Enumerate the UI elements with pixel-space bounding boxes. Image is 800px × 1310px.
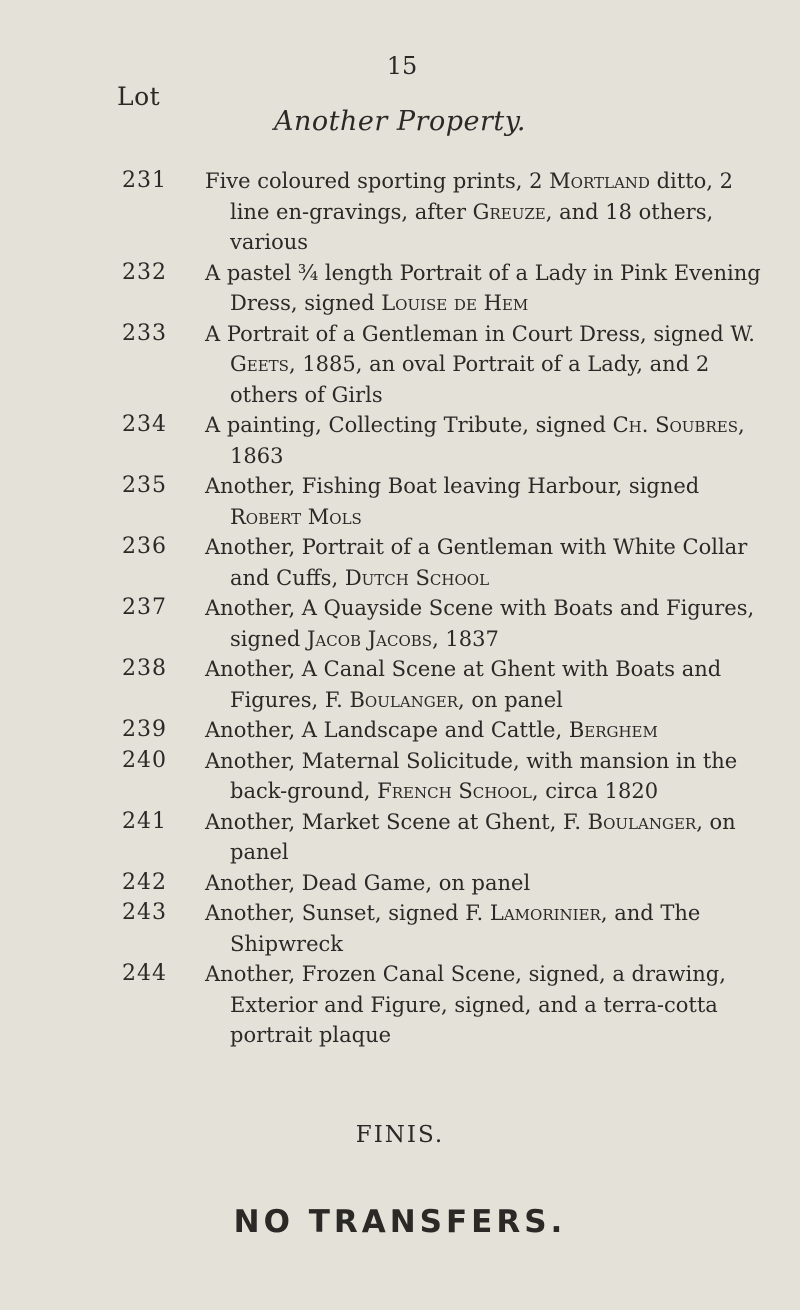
lot-number: 238 xyxy=(122,656,167,681)
lot-text: Another, Portrait of a Gentleman with White Collar and Cuffs, xyxy=(205,535,748,590)
lot-entry xyxy=(0,410,800,471)
lot-text: Another, Frozen Canal Scene, signed, a drawing, Exterior and Figure, signed, and a terra-cotta portrait plaque xyxy=(205,962,726,1047)
lot-number: 239 xyxy=(122,717,167,742)
lot-artist: Boulanger xyxy=(587,809,697,834)
lot-number: 235 xyxy=(122,473,167,498)
lot-artist: Ch. Soubres xyxy=(612,413,738,437)
lot-entry xyxy=(0,746,800,807)
lot-text: , 1885, an oval Portrait of a Lady, and 2 others of Girls xyxy=(230,352,710,407)
lot-entry xyxy=(0,654,800,715)
lot-entry xyxy=(0,807,800,868)
lot-text: Five coloured sporting prints, 2 xyxy=(205,169,550,193)
lot-artist: Robert Mols xyxy=(230,504,362,529)
lot-number: 233 xyxy=(122,320,167,346)
lot-number: 240 xyxy=(122,747,167,773)
lot-artist: Boulanger xyxy=(349,687,459,712)
lot-text: , and The Shipwreck xyxy=(230,901,701,956)
lot-artist: Mortland xyxy=(549,169,650,193)
section-title: Another Property. xyxy=(274,106,526,137)
lot-text: Another, A Canal Scene at Ghent with Boats and Figures, F. xyxy=(205,657,722,712)
lot-number: 231 xyxy=(122,168,167,193)
lot-artist: Berghem xyxy=(568,718,658,742)
lot-entry xyxy=(0,166,800,258)
lot-text: , on panel xyxy=(230,809,736,864)
lot-entry xyxy=(0,715,800,746)
lot-text: A Portrait of a Gentleman in Court Dress, signed W. xyxy=(205,321,755,346)
lot-artist: Jacob Jacobs xyxy=(307,626,433,651)
lot-text: , 1863 xyxy=(230,413,745,468)
lot-text: Another, A Quayside Scene with Boats and Figures, signed xyxy=(205,596,755,651)
lot-entry xyxy=(0,532,800,593)
lot-text: Another, Sunset, signed F. xyxy=(205,901,490,925)
lot-list xyxy=(0,166,800,1051)
lot-number: 244 xyxy=(122,961,167,986)
lot-text: A painting, Collecting Tribute, signed xyxy=(205,413,613,437)
lot-number: 242 xyxy=(122,869,167,895)
page-number: 15 xyxy=(386,52,418,80)
lot-text: A pastel ¾ length Portrait of a Lady in Pink Evening Dress, signed xyxy=(205,260,761,315)
lot-column-heading: Lot xyxy=(117,82,161,111)
lot-entry xyxy=(0,868,800,899)
lot-text: Another, Dead Game, on panel xyxy=(205,870,531,895)
lot-text: Another, Market Scene at Ghent, F. xyxy=(205,809,588,834)
lot-artist: French School xyxy=(377,779,532,803)
lot-number: 241 xyxy=(122,808,167,834)
lot-entry xyxy=(0,959,800,1051)
lot-entry xyxy=(0,593,800,654)
lot-artist: Dutch School xyxy=(344,565,490,590)
lot-number: 236 xyxy=(122,534,167,559)
lot-text: Another, Maternal Solicitude, with mansion in the back-ground, xyxy=(205,748,738,803)
lot-text: , circa 1820 xyxy=(531,779,659,803)
finis-text: FINIS. xyxy=(355,1122,445,1148)
lot-text: Another, Fishing Boat leaving Harbour, signed xyxy=(205,474,700,498)
lot-artist: Greuze xyxy=(472,199,546,224)
lot-artist: Louise de Hem xyxy=(381,291,529,315)
lot-number: 234 xyxy=(122,412,167,437)
lot-entry xyxy=(0,898,800,959)
lot-number: 237 xyxy=(122,595,167,620)
lot-entry xyxy=(0,258,800,319)
lot-entry xyxy=(0,319,800,411)
lot-text: , on panel xyxy=(458,687,563,712)
no-transfers-notice: NO TRANSFERS. xyxy=(233,1204,567,1240)
lot-artist: Lamorinier xyxy=(489,901,601,925)
lot-entry xyxy=(0,471,800,532)
lot-text: , and 18 others, various xyxy=(230,199,714,254)
lot-artist: Geets xyxy=(230,352,289,376)
lot-number: 243 xyxy=(122,900,167,925)
lot-text: , 1837 xyxy=(432,626,499,651)
lot-text: Another, A Landscape and Cattle, xyxy=(205,718,569,742)
lot-number: 232 xyxy=(122,259,167,285)
lot-text: ditto, 2 line en-gravings, after xyxy=(230,169,734,224)
